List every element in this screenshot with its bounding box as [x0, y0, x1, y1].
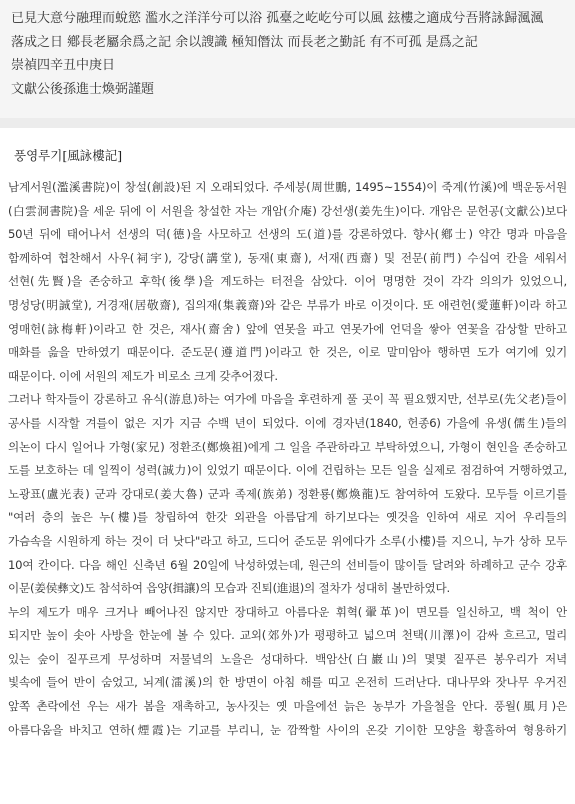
- article-body-line: "여러 층의 높은 누(樓)를 창립하여 한갓 외관을 아름답게 하기보다는 옛것을 인하여 새로 지어 우리들의: [8, 510, 567, 525]
- article-body-line: 그러나 학자들이 강론하고 유식(游息)하는 여가에 마음을 후련하게 풀 곳이 꼭 필요했지만, 선부로(先父老)들이: [8, 392, 567, 407]
- article-body-line: 함께하여 협찬해서 사우(祠宇), 강당(講堂), 동재(東齋), 서재(西齋) 및 전문(前門) 수십여 칸을 세워서: [8, 250, 567, 265]
- article-body-line: 누의 제도가 매우 크거나 빼어나진 않지만 장대하고 아름다운 휘혁(翬革)이 면모를 일신하고, 백 척이 안: [8, 604, 567, 619]
- classical-text-line: 崇禎四辛丑中庚日: [11, 58, 116, 73]
- article-body-line: 선현(先賢)을 존숭하고 후학(後學)을 계도하는 터전을 삼았다. 이어 명명한 것이 각각 의의가 있었으니,: [8, 274, 567, 289]
- translation-card: [0, 128, 575, 804]
- classical-text-line: 文獻公後孫進士煥弼謹題: [11, 81, 155, 97]
- article-body-line: 50년 뒤에 태어나서 선생의 덕(德)을 사모하고 선생의 도(道)를 강론하였다. 향사(鄕士) 약간 명과 마음을: [8, 227, 567, 242]
- article-body-line: 매화를 읊을 만하였기 때문이다. 준도문(遵道門)이라고 한 것은, 이로 말미암아 행하면 도가 여기에 있기: [8, 345, 567, 360]
- article-body-line: 앞쪽 촌락에선 우는 새가 봄을 재촉하고, 농사짓는 옛 마을에선 늙은 농부가 가을철을 안다. 풍월(風月)은: [8, 699, 567, 714]
- article-body-line: 아름다움을 바치고 연하(煙霞)는 기교를 부리니, 눈 깜짝할 사이의 온갖 기이한 모양을 황홀하여 형용하기: [8, 722, 567, 737]
- article-body-line: 노광표(盧光表) 군과 강대로(姜大魯) 군과 족제(族弟) 정환룡(鄭煥龍)도 참여하여 도왔다. 모두들 이르기를: [8, 486, 567, 501]
- article-body-line: 도를 보호하는 데 일찍이 성력(誠力)이 있었기 때문이다. 이에 건립하는 모든 일을 실제로 점검하여 거행하였고,: [8, 463, 567, 478]
- article-body-line: 10여 칸이다. 다음 해인 신축년 6월 20일에 낙성하였는데, 원근의 선비들이 많이들 달려와 하례하고 군수 강후: [8, 557, 567, 572]
- article-body-line: 되지만 높이 솟아 사방을 한눈에 볼 수 있다. 교외(郊外)가 평평하고 넓으며 천택(川澤)이 감싸 흐르고, 멀리: [8, 628, 567, 643]
- article-body-line: 의논이 다시 일어나 가형(家兄) 정환조(鄭煥祖)에게 그 일을 주관하라고 부탁하였으니, 가형이 현인을 존숭하고: [8, 439, 567, 454]
- classical-text-block: [0, 0, 575, 118]
- classical-text-line: 已見大意兮融理而蛻慾 濫水之洋洋兮可以浴 孤臺之屹屹兮可以風 玆樓之適成兮吾將詠歸渢渢: [11, 11, 544, 26]
- section-divider: [0, 118, 575, 128]
- article-body-line: (白雲洞書院)을 세운 뒤에 이 서원을 창설한 자는 개암(介庵) 강선생(姜先生)이다. 개암은 문헌공(文獻公)보다: [8, 203, 567, 218]
- article-body-line: 명성당(明誠堂), 거경재(居敬齋), 집의재(集義齋)와 같은 부류가 바로 이것이다. 또 애련헌(愛蓮軒)이라 하고: [8, 297, 567, 312]
- article-body-line: 가슴속을 시원하게 하는 것이 더 낫다"라고 하고, 드디어 준도문 위에다가 소루(小樓)를 지으니, 누가 상하 모두: [8, 533, 567, 548]
- article-body-line: 때문이다. 이에 서원의 제도가 비로소 크게 갖추어졌다.: [8, 368, 278, 383]
- article-body-line: 영매헌(詠梅軒)이라고 한 것은, 재사(齋舍) 앞에 연못을 파고 연못가에 언덕을 쌓아 연꽃을 감상할 만하고: [8, 321, 567, 336]
- article-body-line: 공사를 시작할 겨를이 없은 지가 지금 수백 년이 되었다. 이에 경자년(1840, 헌종6) 가을에 유생(儒生)들의: [8, 415, 567, 430]
- classical-text-line: 落成之日 鄕長老屬余爲之記 余以謏識 極知僭汰 而長老之勤託 有不可孤 是爲之記: [11, 34, 478, 50]
- title-hangul: 풍영루기: [14, 148, 63, 163]
- article-body-line: 이문(姜侯彝文)도 참석하여 읍양(揖讓)의 모습과 진퇴(進退)의 절차가 성대히 볼만하였다.: [8, 581, 450, 596]
- article-body-line: 있는 숲이 짙푸르게 무성하며 저물녘의 노을은 성대하다. 백암산(白巖山)의 몇몇 짙푸른 봉우리가 저녁: [8, 651, 567, 666]
- article-title: [14, 146, 567, 166]
- article-body: [8, 176, 567, 742]
- article-body-line: 남계서원(濫溪書院)이 창설(創設)된 지 오래되었다. 주세붕(周世鵬, 1495~1554)이 죽계(竹溪)에 백운동서원: [8, 180, 567, 194]
- article-body-line: 빛속에 들어 반이 숨었고, 뇌계(㵢溪)의 한 방면이 아침 해를 띠고 온전히 드러난다. 대나무와 잣나무 우거진: [8, 675, 567, 690]
- title-hanja: [風詠樓記]: [62, 148, 123, 163]
